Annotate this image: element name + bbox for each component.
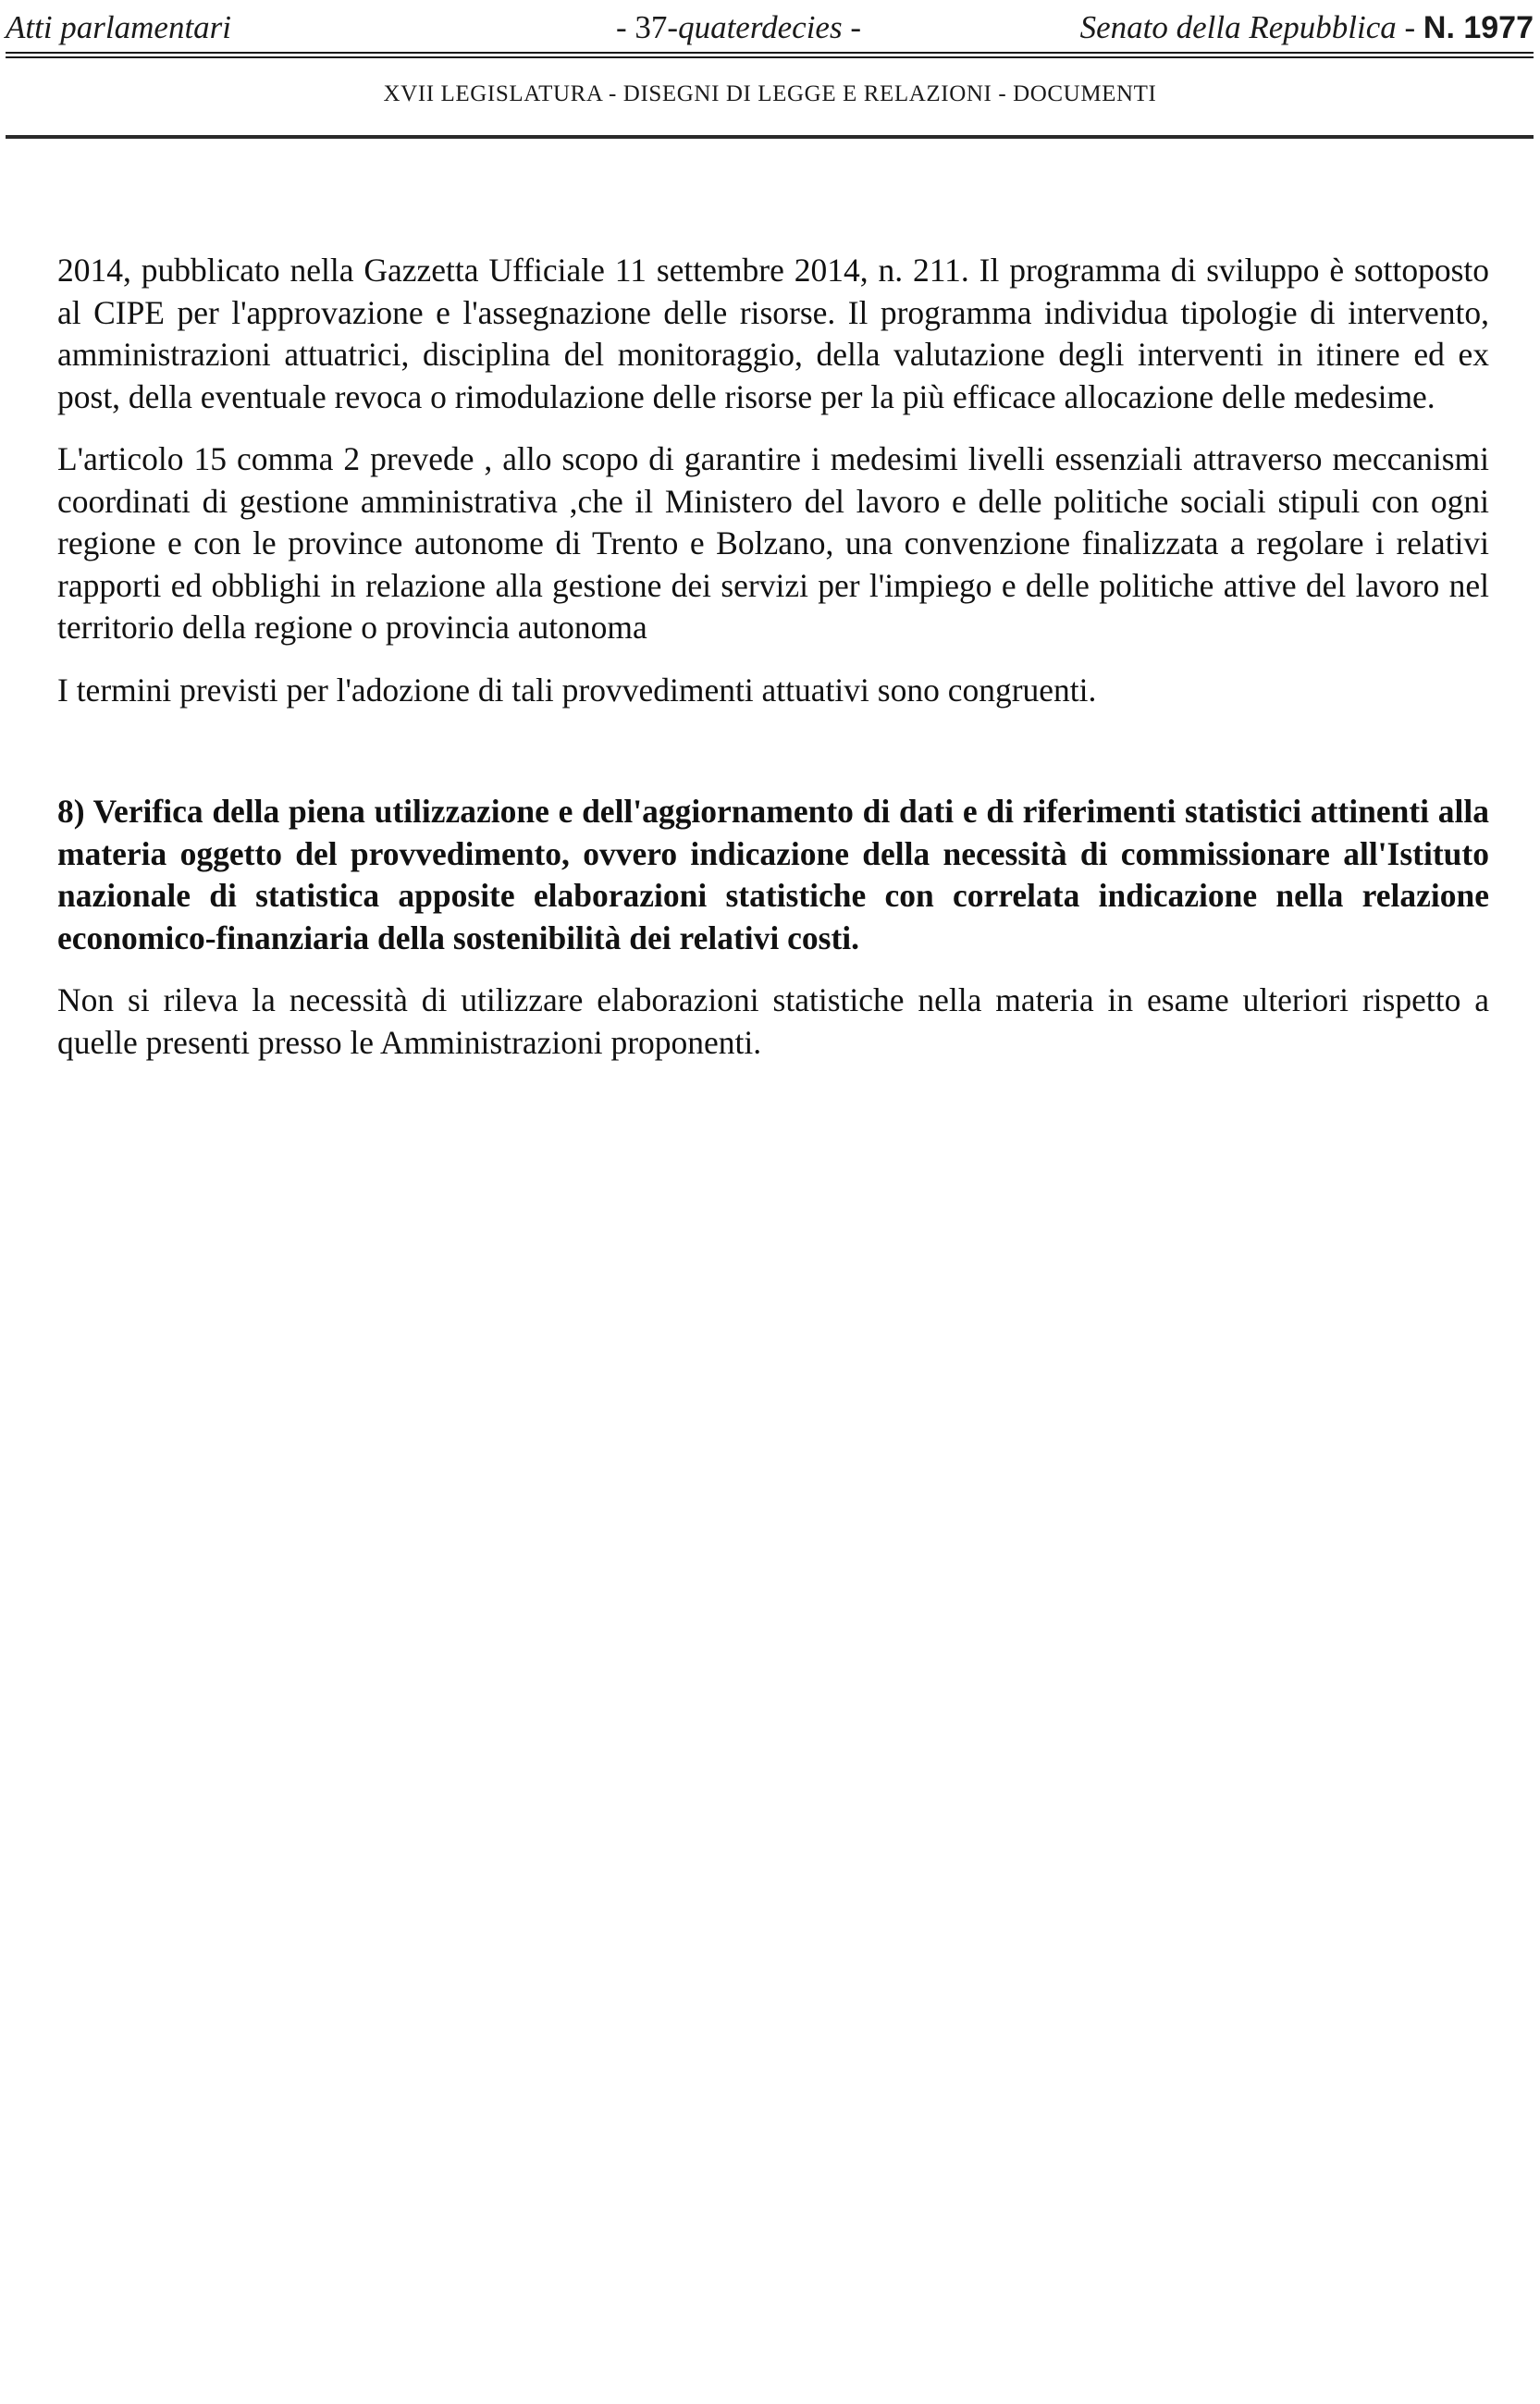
header-page-number <box>616 4 861 52</box>
header-double-rule <box>6 52 1534 58</box>
header-left-title: Atti parlamentari <box>6 9 232 45</box>
bill-number: N. 1977 <box>1423 10 1534 45</box>
running-header <box>6 4 1534 52</box>
legislature-subtitle: XVII LEGISLATURA - DISEGNI DI LEGGE E RELAZIONI - DOCUMENTI <box>383 81 1157 106</box>
section-8-heading: 8) Verifica della piena utilizzazione e dell'aggiornamento di dati e di riferimenti statistici attinenti alla materia oggetto del provvedimento, ovvero indicazione della necessità di commissionare all'Istituto nazionale di statistica apposite elaborazioni statistiche con correlata indicazione nella relazione economico-finanziaria della sostenibilità dei relativi costi. <box>57 793 1489 956</box>
section-8-text: Non si rileva la necessità di utilizzare elaborazioni statistiche nella materia in esame ulteriori rispetto a quelle presenti presso le Amministrazioni proponenti. <box>57 981 1489 1061</box>
header-right-title <box>1080 4 1534 52</box>
page-number-tail: - <box>842 9 861 45</box>
page-number-suffix: quaterdecies <box>678 9 843 45</box>
header-separator: - <box>1396 9 1423 45</box>
document-body <box>57 250 1489 1064</box>
paragraph-article-15: L'articolo 15 comma 2 prevede , allo scopo di garantire i medesimi livelli essenziali attraverso meccanismi coordinati di gestione amministrativa ,che il Ministero del lavoro e delle politiche sociali stipuli con ogni regione e con le province autonome di Trento e Bolzano, una convenzione finalizzata a regolare i relativi rapporti ed obblighi in relazione alla gestione dei servizi per l'impiego e delle politiche attive del lavoro nel territorio della regione o provincia autonoma <box>57 440 1489 646</box>
senate-name: Senato della Repubblica <box>1079 9 1397 45</box>
subheader-rule <box>6 135 1534 139</box>
paragraph-development-programme: 2014, pubblicato nella Gazzetta Ufficiale 11 settembre 2014, n. 211. Il programma di sviluppo è sottoposto al CIPE per l'approvazione e l'assegnazione delle risorse. Il programma individua tipologie di intervento, amministrazioni attuatrici, disciplina del monitoraggio, della valutazione degli interventi in itinere ed ex post, della eventuale revoca o rimodulazione delle risorse per la più efficace allocazione delle medesime. <box>57 252 1489 415</box>
page-number-prefix: - 37- <box>616 9 679 45</box>
paragraph-deadlines: I termini previsti per l'adozione di tali provvedimenti attuativi sono congruenti. <box>57 671 1097 709</box>
